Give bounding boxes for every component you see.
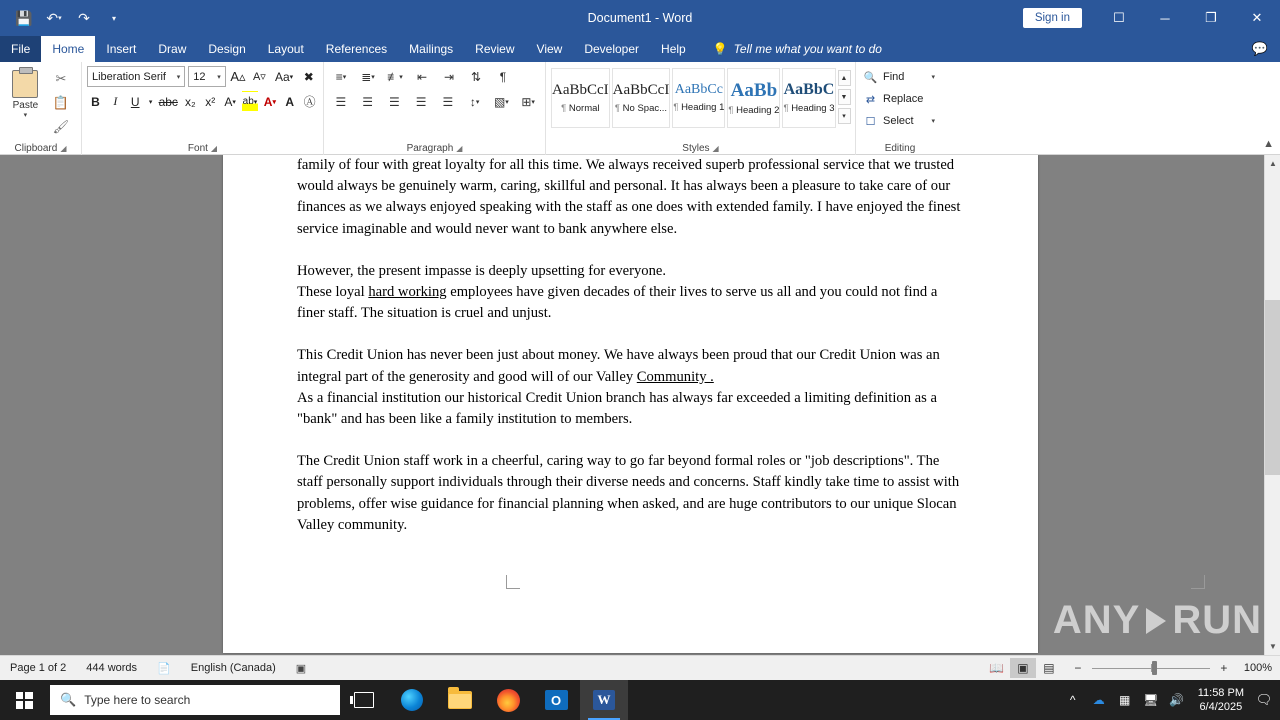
comments-icon[interactable]: 💬 xyxy=(1251,41,1268,56)
undo-icon[interactable]: ↶ ▾ xyxy=(46,9,62,26)
scroll-down-icon[interactable]: ▼ xyxy=(1265,638,1280,655)
distributed-icon[interactable]: ☰ xyxy=(442,94,454,109)
paragraph-spacer xyxy=(297,240,964,261)
character-border-icon[interactable]: Ⓐ xyxy=(303,95,316,109)
shrink-font-icon[interactable]: A▿ xyxy=(252,71,266,83)
align-center-icon[interactable]: ☰ xyxy=(362,94,373,109)
zoom-out-button[interactable]: − xyxy=(1074,661,1082,675)
text-run: The Credit Union staff work in a cheerful, caring way to go far beyond formal roles or "job descriptions". The staff personally support individuals through their diverse needs and concerns. Staff kindly take time to assist with problems, offer wise guidance for financial planning when asked, and are huge contributors to our unique Slocan Valley community. xyxy=(297,453,960,533)
chevron-down-icon[interactable]: ▾ xyxy=(217,73,221,81)
chevron-down-icon[interactable]: ▾ xyxy=(176,73,181,81)
underline-dropdown-icon[interactable]: ▾ xyxy=(148,98,153,106)
file-explorer-icon[interactable] xyxy=(436,680,484,720)
align-left-icon[interactable]: ☰ xyxy=(335,94,347,109)
text-effects-icon[interactable]: A ▾ xyxy=(224,94,236,109)
style-preview: AaBbC xyxy=(783,81,835,98)
sign-in-button[interactable]: Sign in xyxy=(1023,8,1082,28)
tab-developer[interactable]: Developer xyxy=(584,42,640,56)
highlight-color-icon[interactable]: ab ▾ xyxy=(242,91,259,112)
font-color-icon[interactable]: A ▾ xyxy=(263,94,276,109)
underlined-text-run: hard working xyxy=(368,284,447,301)
ribbon-display-options-icon[interactable]: ☐ xyxy=(1113,10,1125,25)
document-text[interactable] xyxy=(297,155,964,536)
select-button[interactable] xyxy=(861,110,939,132)
bullets-icon[interactable]: ≡ ▾ xyxy=(335,69,347,84)
watermark-right: RUN xyxy=(1172,598,1262,642)
tab-design[interactable]: Design xyxy=(208,42,246,56)
tell-me-label: Tell me what you want to do xyxy=(733,42,882,56)
scroll-up-icon[interactable]: ▲ xyxy=(1265,155,1280,172)
notifications-icon[interactable]: 🗨 xyxy=(1255,692,1273,707)
align-right-icon[interactable]: ☰ xyxy=(388,94,400,109)
font-name-combo[interactable] xyxy=(87,66,185,87)
increase-indent-icon[interactable]: ⇥ xyxy=(443,69,455,84)
style-preview: AaBbCcI xyxy=(612,81,670,98)
clipboard-minor-buttons xyxy=(46,66,76,155)
group-label-styles: Styles ◢ xyxy=(682,143,719,154)
edge-icon[interactable] xyxy=(388,680,436,720)
tab-insert[interactable]: Insert xyxy=(106,42,137,56)
clock-time: 11:58 PM xyxy=(1197,687,1244,699)
margin-marker-bottom-left xyxy=(506,575,520,589)
document-paragraph[interactable] xyxy=(297,261,964,282)
status-bar xyxy=(0,655,1280,680)
tab-references[interactable]: References xyxy=(325,42,388,56)
character-shading-icon[interactable]: A xyxy=(285,94,295,109)
scissors-icon[interactable]: ✂ xyxy=(55,71,67,86)
style-label: ¶ Heading 3 xyxy=(783,103,835,114)
select-label: Select xyxy=(883,115,914,127)
ribbon-group-font xyxy=(82,62,324,155)
justify-icon[interactable]: ☰ xyxy=(415,94,427,109)
line-spacing-icon[interactable]: ↕ ▾ xyxy=(469,94,480,109)
paragraph-row-2 xyxy=(329,91,540,112)
clear-formatting-icon[interactable]: ✖ xyxy=(303,69,314,84)
tab-view[interactable]: View xyxy=(536,42,563,56)
paste-label: Paste xyxy=(12,100,39,111)
firefox-icon[interactable] xyxy=(484,680,532,720)
scrollbar-thumb[interactable] xyxy=(1265,300,1280,475)
text-run: This Credit Union has never been just about money. We have always been proud that our Credit Union was an integral part of the generosity and good will of our Valley xyxy=(297,347,940,385)
style-label: ¶ Normal xyxy=(561,102,600,114)
paste-icon xyxy=(12,70,38,98)
taskbar-search-input[interactable] xyxy=(50,685,340,715)
clock-date: 6/4/2025 xyxy=(1199,701,1243,713)
chevron-down-icon[interactable]: ▾ xyxy=(931,74,935,81)
ribbon-group-paragraph xyxy=(324,62,546,155)
group-label-editing: Editing xyxy=(884,143,916,154)
windows-logo-icon xyxy=(16,692,33,709)
paragraph-row-1 xyxy=(329,66,540,87)
format-painter-icon[interactable]: 🖌 xyxy=(52,119,70,134)
status-bar-right xyxy=(984,658,1280,678)
style-preview: AaBbCcI xyxy=(552,81,609,98)
subscript-button[interactable]: x₂ xyxy=(185,94,196,109)
customize-quick-access-icon[interactable]: ▾ xyxy=(111,13,116,23)
word-count[interactable]: 444 words xyxy=(86,662,138,674)
zoom-in-button[interactable]: + xyxy=(1220,661,1228,675)
ribbon-tab-bar xyxy=(0,36,1280,62)
windows-taskbar xyxy=(0,680,1280,720)
find-button[interactable] xyxy=(861,66,939,88)
paragraph-dialog-launcher[interactable]: ◢ xyxy=(456,144,463,153)
borders-icon[interactable]: ⊞ ▾ xyxy=(521,94,535,109)
styles-more-icon[interactable]: ▾ xyxy=(838,108,851,124)
tab-help[interactable]: Help xyxy=(661,42,686,56)
binoculars-icon: 🔍 xyxy=(863,71,878,84)
search-icon: 🔍 xyxy=(60,692,77,707)
close-button[interactable]: ✕ xyxy=(1251,10,1263,25)
system-tray xyxy=(1060,680,1280,720)
anyrun-watermark xyxy=(1053,598,1262,643)
style-normal[interactable] xyxy=(551,68,610,128)
sort-icon[interactable]: ⇅ xyxy=(470,69,482,84)
network-icon[interactable]: 🖥 xyxy=(1143,693,1159,707)
chevron-down-icon[interactable]: ▾ xyxy=(931,118,935,125)
group-label-clipboard: Clipboard ◢ xyxy=(14,143,67,154)
paragraph-spacer xyxy=(297,430,964,451)
word-icon[interactable]: W xyxy=(580,680,628,720)
page-indicator[interactable]: Page 1 of 2 xyxy=(10,662,67,674)
styles-scroll-down-icon[interactable]: ▼ xyxy=(838,89,851,105)
ribbon-group-editing xyxy=(856,62,944,155)
text-run: family of four with great loyalty for all this time. We always received superb professional service that we trusted would always be genuinely warm, caring, skillful and personal. It has always been a pleasure to take care of our finances as we always enjoyed speaking with the staff as one does with extended family. I have enjoyed the finest service imaginable and would never want to bank anywhere else. xyxy=(297,157,961,237)
shading-icon[interactable]: ▧ ▾ xyxy=(493,94,509,109)
document-paragraph[interactable] xyxy=(297,345,964,387)
replace-icon: ⇄ xyxy=(865,93,876,106)
read-mode-icon[interactable]: 📖 xyxy=(989,661,1005,675)
print-layout-icon[interactable]: ▣ xyxy=(1010,658,1036,678)
font-row-2 xyxy=(87,91,318,112)
minimize-button[interactable]: ─ xyxy=(1160,10,1170,26)
document-paragraph[interactable] xyxy=(297,282,964,324)
tab-draw[interactable]: Draw xyxy=(158,42,187,56)
document-canvas xyxy=(0,155,1280,655)
paragraph-spacer xyxy=(297,324,964,345)
save-icon[interactable]: 💾 xyxy=(15,9,33,26)
web-layout-icon[interactable]: ▤ xyxy=(1043,661,1055,675)
underlined-text-run: Community . xyxy=(636,368,714,385)
paste-button[interactable] xyxy=(5,66,46,155)
select-icon: ☐ xyxy=(865,115,876,128)
show-hidden-icons-chevron-icon[interactable]: ^ xyxy=(1069,693,1076,707)
copy-icon[interactable]: 📋 xyxy=(52,95,69,110)
text-run: employees have given decades of their lives to serve us all and you could not find a finer staff. The situation is cruel and unjust. xyxy=(297,284,938,322)
quick-access-toolbar xyxy=(0,8,124,28)
grow-font-icon[interactable]: A▵ xyxy=(230,68,246,84)
onedrive-icon[interactable]: ☁ xyxy=(1092,693,1105,707)
start-button[interactable] xyxy=(0,680,48,720)
style-preview: AaBb xyxy=(730,79,778,101)
ribbon-group-clipboard xyxy=(0,62,82,155)
font-size-combo[interactable] xyxy=(188,66,226,87)
underline-button[interactable]: U xyxy=(130,94,140,109)
document-paragraph[interactable] xyxy=(297,451,964,536)
bold-button[interactable]: B xyxy=(91,94,100,109)
tab-mailings[interactable]: Mailings xyxy=(409,42,454,56)
zoom-level[interactable]: 100% xyxy=(1243,662,1272,674)
replace-button[interactable] xyxy=(861,88,939,110)
styles-scroll-controls xyxy=(838,68,851,128)
style-heading-2[interactable] xyxy=(727,68,780,128)
font-name-value: Liberation Serif xyxy=(92,70,166,83)
text-run: However, the present impasse is deeply upsetting for everyone. xyxy=(297,262,667,279)
style-no-spacing[interactable] xyxy=(612,68,671,128)
clipboard-dialog-launcher[interactable]: ◢ xyxy=(60,144,67,153)
group-label-paragraph: Paragraph ◢ xyxy=(406,143,463,154)
outlook-icon[interactable]: O xyxy=(532,680,580,720)
search-placeholder: Type here to search xyxy=(84,693,191,707)
collapse-ribbon-icon[interactable]: ▲ xyxy=(1263,138,1274,150)
style-label: ¶ No Spac... xyxy=(614,102,668,114)
find-label: Find xyxy=(883,71,905,83)
title-bar xyxy=(0,0,1280,36)
font-row-1 xyxy=(87,66,318,87)
italic-button[interactable]: I xyxy=(113,94,118,108)
strikethrough-button[interactable]: abc xyxy=(158,94,178,109)
margin-marker-bottom-right xyxy=(1191,575,1205,589)
multilevel-list-icon[interactable]: ≢ ▾ xyxy=(387,69,403,84)
tab-home[interactable]: Home xyxy=(41,36,95,62)
watermark-left: ANY xyxy=(1052,598,1141,642)
change-case-icon[interactable]: Aa ▾ xyxy=(274,69,294,84)
decrease-indent-icon[interactable]: ⇤ xyxy=(416,69,428,84)
style-heading-3[interactable] xyxy=(782,68,835,128)
styles-scroll-up-icon[interactable]: ▲ xyxy=(838,70,851,86)
tell-me-box[interactable] xyxy=(713,36,882,62)
tab-layout[interactable]: Layout xyxy=(267,42,304,56)
style-label: ¶ Heading 1 xyxy=(673,102,725,113)
text-run: These loyal xyxy=(297,284,369,301)
tab-review[interactable]: Review xyxy=(475,42,515,56)
title-bar-right xyxy=(1023,0,1280,36)
window-title: Document1 - Word xyxy=(587,11,693,25)
ribbon xyxy=(0,62,1280,155)
text-run: As a financial institution our historical Credit Union branch has always far exceeded a limiting definition as a "bank" and has been like a family institution to members. xyxy=(297,389,937,428)
macro-record-icon[interactable]: ▣ xyxy=(295,662,307,675)
replace-label: Replace xyxy=(883,93,924,105)
numbering-icon[interactable]: ≣ ▾ xyxy=(361,69,375,84)
document-paragraph[interactable] xyxy=(297,155,964,240)
group-label-font: Font ◢ xyxy=(187,143,218,154)
redo-icon[interactable]: ↷ xyxy=(78,9,90,26)
style-preview: AaBbCс xyxy=(674,82,723,97)
zoom-slider-thumb[interactable] xyxy=(1152,661,1157,675)
document-page[interactable] xyxy=(223,155,1038,653)
taskbar-clock[interactable] xyxy=(1190,686,1252,714)
superscript-button[interactable]: x² xyxy=(205,94,216,109)
chevron-down-icon[interactable]: ▾ xyxy=(23,112,28,119)
task-view-icon[interactable] xyxy=(340,680,388,720)
maximize-button[interactable]: ❐ xyxy=(1205,10,1217,25)
style-heading-1[interactable] xyxy=(672,68,725,128)
styles-gallery xyxy=(551,66,850,128)
removable-media-icon[interactable]: ▦ xyxy=(1119,693,1131,707)
show-formatting-marks-icon[interactable]: ¶ xyxy=(499,69,507,84)
font-size-value: 12 xyxy=(193,70,206,83)
document-paragraph[interactable] xyxy=(297,388,964,430)
styles-dialog-launcher[interactable]: ◢ xyxy=(712,144,719,153)
zoom-slider[interactable] xyxy=(1092,661,1210,675)
ribbon-group-styles xyxy=(546,62,856,155)
volume-icon[interactable]: 🔊 xyxy=(1169,693,1185,707)
language-indicator[interactable]: English (Canada) xyxy=(190,662,276,674)
style-label: ¶ Heading 2 xyxy=(728,104,780,116)
vertical-scrollbar[interactable] xyxy=(1264,155,1280,655)
tab-file[interactable]: File xyxy=(0,36,41,62)
lightbulb-icon: 💡 xyxy=(712,42,728,56)
font-dialog-launcher[interactable]: ◢ xyxy=(210,144,218,153)
zoom-control xyxy=(1062,661,1272,675)
play-icon xyxy=(1146,608,1166,634)
proofing-errors-icon[interactable]: 📄 xyxy=(157,662,171,675)
